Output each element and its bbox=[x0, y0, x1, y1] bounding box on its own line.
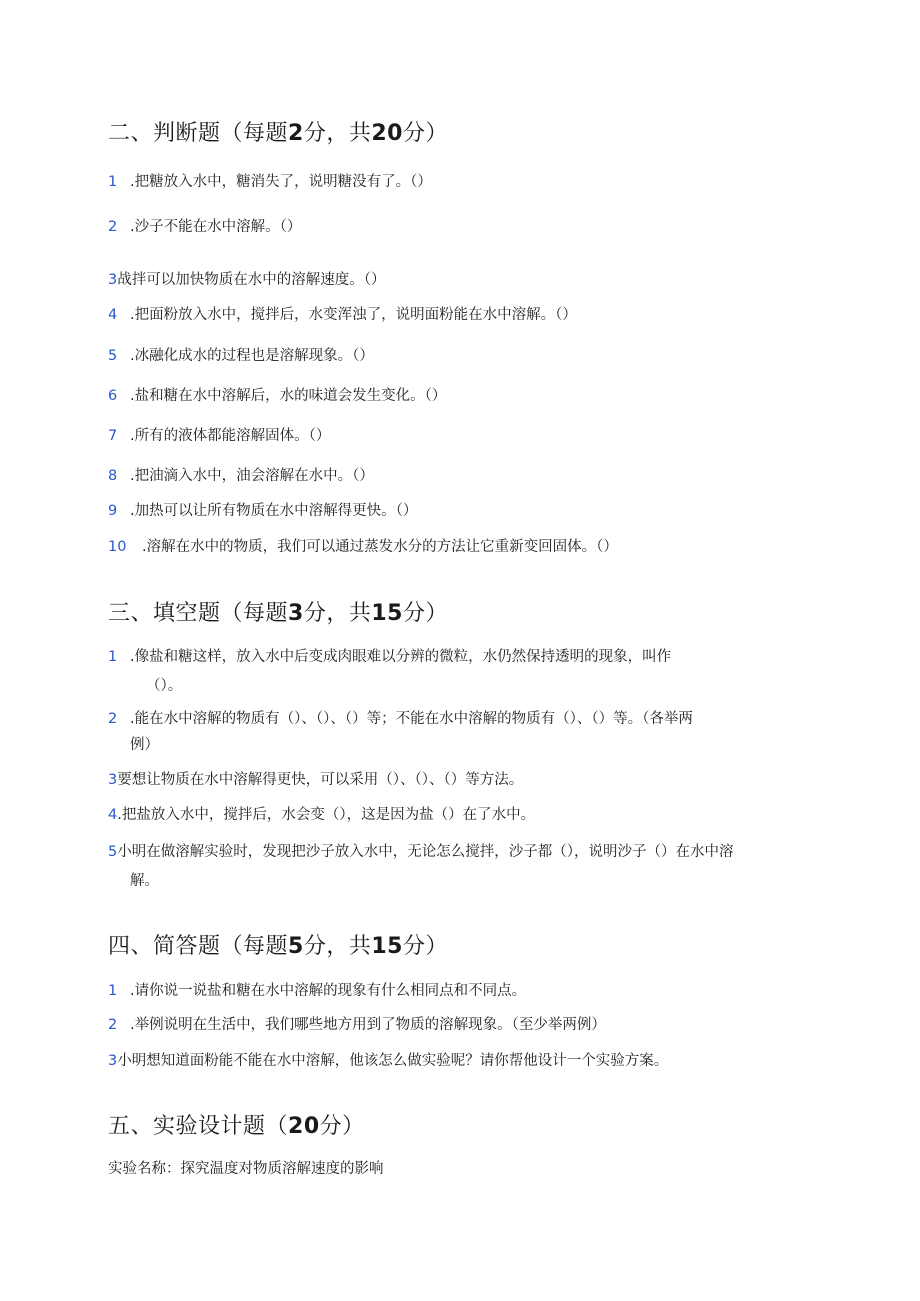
s3-question-5 bbox=[108, 838, 798, 866]
question-number: 5 bbox=[108, 348, 118, 364]
s2-question-1 bbox=[108, 168, 798, 196]
question-number: 10 bbox=[108, 539, 127, 555]
question-text: .能在水中溶解的物质有（）、（）、（）等；不能在水中溶解的物质有（）、（）等。（各举两 bbox=[130, 711, 693, 727]
question-text: .冰融化成水的过程也是溶解现象。（） bbox=[130, 348, 374, 364]
question-number: 9 bbox=[108, 503, 118, 519]
s4-question-2 bbox=[108, 1011, 798, 1039]
question-text: .把糖放入水中，糖消失了，说明糖没有了。（） bbox=[130, 174, 432, 190]
question-text: 战拌可以加快物质在水中的溶解速度。（） bbox=[117, 272, 386, 288]
s2-question-5 bbox=[108, 342, 798, 370]
question-text: 小明在做溶解实验时，发现把沙子放入水中，无论怎么搅拌，沙子都（），说明沙子（）在水中溶 bbox=[117, 844, 734, 860]
s3-question-2-continuation: 例） bbox=[130, 737, 159, 753]
s2-question-3 bbox=[108, 266, 798, 294]
question-text: .把油滴入水中，油会溶解在水中。（） bbox=[130, 468, 374, 484]
question-number: 4 bbox=[108, 807, 118, 823]
question-text: .沙子不能在水中溶解。（） bbox=[130, 219, 302, 235]
s2-question-10 bbox=[108, 533, 798, 561]
s3-question-1 bbox=[108, 643, 798, 671]
question-number: 7 bbox=[108, 428, 118, 444]
question-number: 2 bbox=[108, 711, 118, 727]
question-text: .请你说一说盐和糖在水中溶解的现象有什么相同点和不同点。 bbox=[130, 983, 527, 999]
experiment-name: 实验名称：探究温度对物质溶解速度的影响 bbox=[108, 1161, 384, 1177]
question-text: .把盐放入水中，搅拌后，水会变（），这是因为盐（）在了水中。 bbox=[117, 807, 536, 823]
s2-question-8 bbox=[108, 462, 798, 490]
s2-question-6 bbox=[108, 382, 798, 410]
section4-heading: 四、简答题（每题5分，共15分） bbox=[108, 934, 448, 959]
question-text: .溶解在水中的物质，我们可以通过蒸发水分的方法让它重新变回固体。（） bbox=[142, 539, 618, 555]
question-text: .盐和糖在水中溶解后，水的味道会发生变化。（） bbox=[130, 388, 447, 404]
s3-question-5-continuation: 解。 bbox=[130, 873, 159, 889]
question-number: 5 bbox=[108, 844, 118, 860]
question-number: 1 bbox=[108, 174, 118, 190]
question-text: .举例说明在生活中，我们哪些地方用到了物质的溶解现象。（至少举两例） bbox=[130, 1017, 606, 1033]
question-number: 1 bbox=[108, 983, 118, 999]
section2-heading: 二、判断题（每题2分，共20分） bbox=[108, 121, 448, 146]
question-number: 8 bbox=[108, 468, 118, 484]
question-number: 3 bbox=[108, 1053, 118, 1069]
question-text: .所有的液体都能溶解固体。（） bbox=[130, 428, 331, 444]
question-text: .加热可以让所有物质在水中溶解得更快。（） bbox=[130, 503, 418, 519]
question-number: 4 bbox=[108, 307, 118, 323]
question-text: .像盐和糖这样，放入水中后变成肉眼难以分辨的微粒，水仍然保持透明的现象，叫作 bbox=[130, 649, 672, 665]
s3-question-1-continuation: （）。 bbox=[146, 678, 183, 694]
s2-question-7 bbox=[108, 422, 798, 450]
question-number: 2 bbox=[108, 1017, 118, 1033]
question-number: 3 bbox=[108, 272, 118, 288]
question-text: .把面粉放入水中，搅拌后，水变浑浊了，说明面粉能在水中溶解。（） bbox=[130, 307, 577, 323]
s3-question-4 bbox=[108, 801, 798, 829]
question-text: 要想让物质在水中溶解得更快，可以采用（）、（）、（）等方法。 bbox=[117, 772, 524, 788]
s2-question-4 bbox=[108, 301, 798, 329]
s2-question-9 bbox=[108, 497, 798, 525]
question-number: 1 bbox=[108, 649, 118, 665]
question-number: 6 bbox=[108, 388, 118, 404]
s4-question-3 bbox=[108, 1047, 798, 1075]
s3-question-2 bbox=[108, 705, 798, 733]
s4-question-1 bbox=[108, 977, 798, 1005]
s2-question-2 bbox=[108, 213, 798, 241]
section3-heading: 三、填空题（每题3分，共15分） bbox=[108, 601, 448, 626]
s3-question-3 bbox=[108, 766, 798, 794]
section5-heading: 五、实验设计题（20分） bbox=[108, 1114, 365, 1139]
question-text: 小明想知道面粉能不能在水中溶解，他该怎么做实验呢？请你帮他设计一个实验方案。 bbox=[117, 1053, 669, 1069]
question-number: 3 bbox=[108, 772, 118, 788]
question-number: 2 bbox=[108, 219, 118, 235]
